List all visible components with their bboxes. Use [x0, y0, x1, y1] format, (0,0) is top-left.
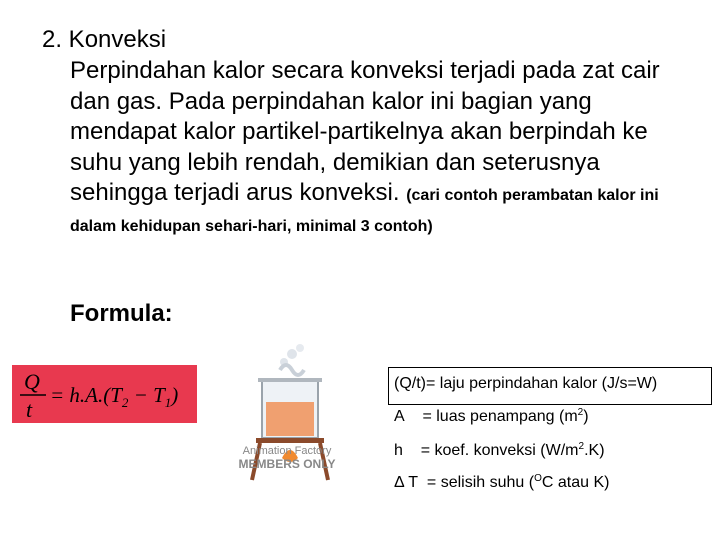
formula-image: [12, 365, 197, 423]
beaker-illustration: [222, 340, 352, 490]
legend-row-h: h = koef. konveksi $(W/m^2.K)$: [394, 441, 605, 459]
formula-numerator: Q: [24, 369, 40, 394]
formula-denominator: t: [26, 397, 33, 422]
legend-row-qt: (Q/t)= laju perpindahan kalor (J/s=W): [394, 375, 658, 392]
formula-rhs: = $h.A.(T_2 - T_1)$: [50, 383, 179, 410]
watermark-line1: Animation Factory: [242, 445, 332, 457]
formula-label: Formula:: [70, 300, 173, 327]
paragraph-note: (cari contoh perambatan kalor ini dalam kehidupan sehari-hari, minimal 3 contoh): [70, 187, 659, 235]
explanation-paragraph: [70, 56, 700, 239]
watermark-line2: MEMBERS ONLY: [238, 457, 336, 471]
legend-row-delta-t: Δ T = selisih suhu ($^O$C atau K): [394, 473, 610, 491]
paragraph-main: Perpindahan kalor secara konveksi terjadi pada zat cair dan gas. Pada perpindahan kalor ini bagian yang mendapat kalor partikel-partikelnya akan berpindah ke suhu yang lebih rendah, demikian dan seterusnya sehingga terjadi arus konveksi.: [70, 57, 660, 206]
legend-row-a: A = luas penampang $(m^2)$: [394, 407, 589, 425]
formula-equation: [12, 365, 197, 423]
section-heading: 2. Konveksi: [42, 26, 167, 53]
convection-animation: [222, 340, 352, 490]
